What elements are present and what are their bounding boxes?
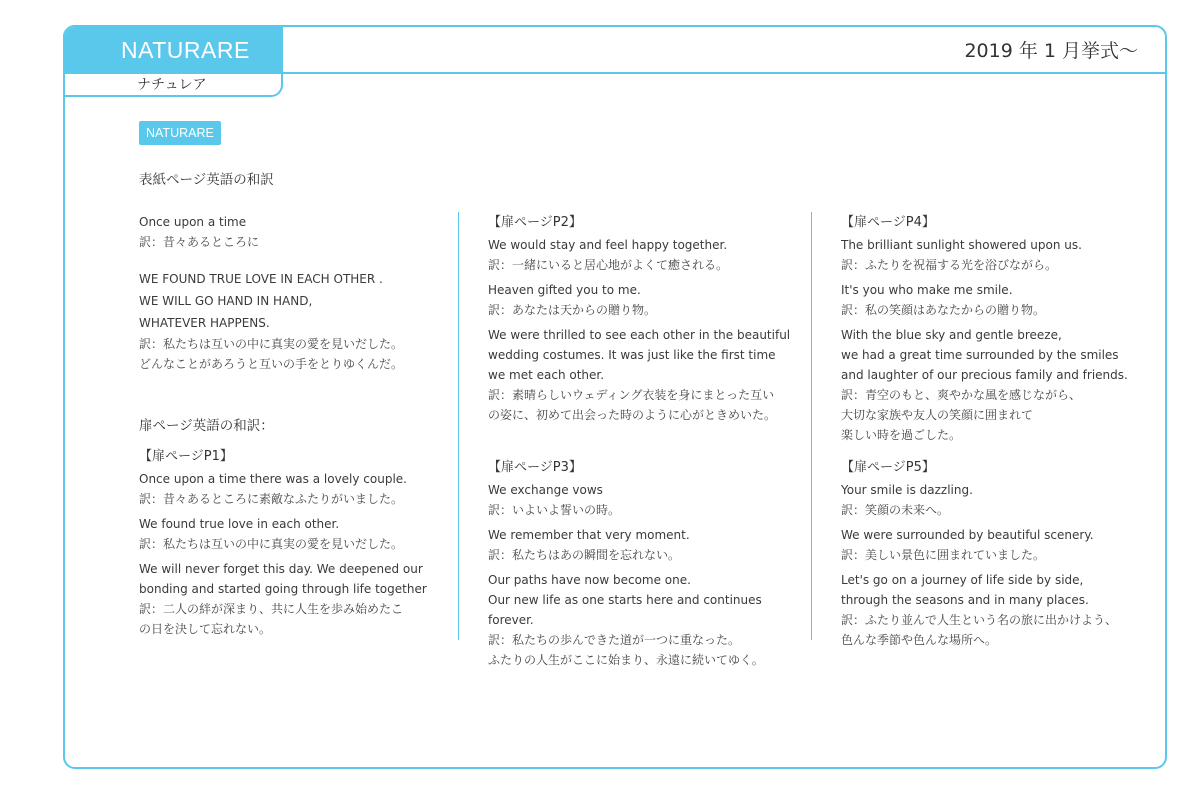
english-line: We would stay and feel happy together.	[488, 238, 728, 252]
japanese-line: 大切な家族や友人の笑顔に囲まれて	[841, 408, 1034, 422]
cover-en-2-line: WHATEVER HAPPENS.	[139, 316, 270, 330]
english-line: We remember that very moment.	[488, 528, 690, 542]
english-line: bonding and started going through life together	[139, 582, 427, 596]
japanese-line: 楽しい時を過ごした。	[841, 428, 962, 442]
brand-title: NATURARE	[65, 27, 281, 74]
english-line: Once upon a time there was a lovely couple.	[139, 472, 407, 486]
english-line: With the blue sky and gentle breeze,	[841, 328, 1062, 342]
japanese-line: 訳：ふたりを祝福する光を浴びながら。	[841, 258, 1058, 272]
door-page-p5	[841, 458, 1141, 650]
japanese-line: 訳：昔々あるところに素敵なふたりがいました。	[139, 492, 404, 506]
door-translation-title: 扉ページ英語の和訳：	[139, 418, 274, 434]
japanese-line: の姿に、初めて出会った時のように心がときめいた。	[488, 408, 777, 422]
header-rule	[282, 72, 1167, 74]
cover-ja-2-line: 訳：私たちは互いの中に真実の愛を見いだした。	[139, 337, 404, 351]
section-badge: NATURARE	[139, 121, 221, 145]
english-line: we met each other.	[488, 368, 605, 382]
english-line: We were surrounded by beautiful scenery.	[841, 528, 1094, 542]
door-page-heading: 【扉ページP3】	[488, 460, 582, 475]
japanese-line: 訳：青空のもと、爽やかな風を感じながら、	[841, 388, 1082, 402]
cover-ja-1: 訳：昔々あるところに	[139, 235, 260, 249]
english-line: We will never forget this day. We deepened our	[139, 562, 423, 576]
door-page-heading: 【扉ページP1】	[139, 449, 233, 464]
door-page-heading: 【扉ページP5】	[841, 460, 935, 475]
japanese-line: 訳：いよいよ誓いの時。	[488, 503, 621, 517]
cover-block	[139, 212, 439, 374]
english-line: wedding costumes. It was just like the first time	[488, 348, 776, 362]
japanese-line: 訳：私たちの歩んできた道が一つに重なった。	[488, 633, 741, 647]
english-line: It's you who make me smile.	[841, 283, 1013, 297]
japanese-line: 訳：美しい景色に囲まれていました。	[841, 548, 1046, 562]
english-line: Let's go on a journey of life side by side,	[841, 573, 1084, 587]
cover-en-1: Once upon a time	[139, 215, 247, 229]
japanese-line: の日を決して忘れない。	[139, 622, 272, 636]
column-divider	[811, 212, 812, 640]
japanese-line: 訳：素晴らしいウェディング衣装を身にまとった互い	[488, 388, 775, 402]
japanese-line: 訳：ふたり並んで人生という名の旅に出かけよう、	[841, 613, 1118, 627]
door-page-heading: 【扉ページP4】	[841, 215, 935, 230]
english-line: The brilliant sunlight showered upon us.	[841, 238, 1082, 252]
japanese-line: 訳：あなたは天からの贈り物。	[488, 303, 657, 317]
door-page-heading: 【扉ページP2】	[488, 215, 582, 230]
japanese-line: ふたりの人生がここに始まり、永遠に続いてゆく。	[488, 653, 764, 667]
ceremony-date: 2019 年 1 月挙式〜	[964, 40, 1138, 62]
brand-kana: ナチュレア	[137, 77, 207, 93]
japanese-line: 訳：二人の絆が深まり、共に人生を歩み始めたこ	[139, 602, 404, 616]
english-line: We exchange vows	[488, 483, 603, 497]
cover-ja-2-line: どんなことがあろうと互いの手をとりゆくんだ。	[139, 357, 404, 371]
door-page-p3	[488, 458, 798, 670]
japanese-line: 訳：私たちはあの瞬間を忘れない。	[488, 548, 681, 562]
english-line: We were thrilled to see each other in the beautiful	[488, 328, 791, 342]
cover-en-2-line: WE WILL GO HAND IN HAND,	[139, 294, 313, 308]
cover-en-2-line: WE FOUND TRUE LOVE IN EACH OTHER .	[139, 272, 383, 286]
japanese-line: 色んな季節や色んな場所へ。	[841, 633, 998, 647]
door-page-p4	[841, 213, 1141, 445]
japanese-line: 訳：私たちは互いの中に真実の愛を見いだした。	[139, 537, 404, 551]
english-line: through the seasons and in many places.	[841, 593, 1089, 607]
english-line: and laughter of our precious family and friends.	[841, 368, 1128, 382]
english-line: we had a great time surrounded by the smiles	[841, 348, 1119, 362]
english-line: Heaven gifted you to me.	[488, 283, 641, 297]
english-line: Our paths have now become one.	[488, 573, 691, 587]
english-line: We found true love in each other.	[139, 517, 340, 531]
japanese-line: 訳：一緒にいると居心地がよくて癒される。	[488, 258, 729, 272]
brand-tab	[63, 25, 283, 97]
english-line: Your smile is dazzling.	[841, 483, 973, 497]
english-line: Our new life as one starts here and continues forever.	[488, 593, 762, 627]
door-page-p1	[139, 447, 444, 639]
column-divider	[458, 212, 459, 640]
cover-translation-title: 表紙ページ英語の和訳	[139, 172, 274, 188]
japanese-line: 訳：笑顔の未来へ。	[841, 503, 950, 517]
door-page-p2	[488, 213, 798, 425]
japanese-line: 訳：私の笑顔はあなたからの贈り物。	[841, 303, 1046, 317]
